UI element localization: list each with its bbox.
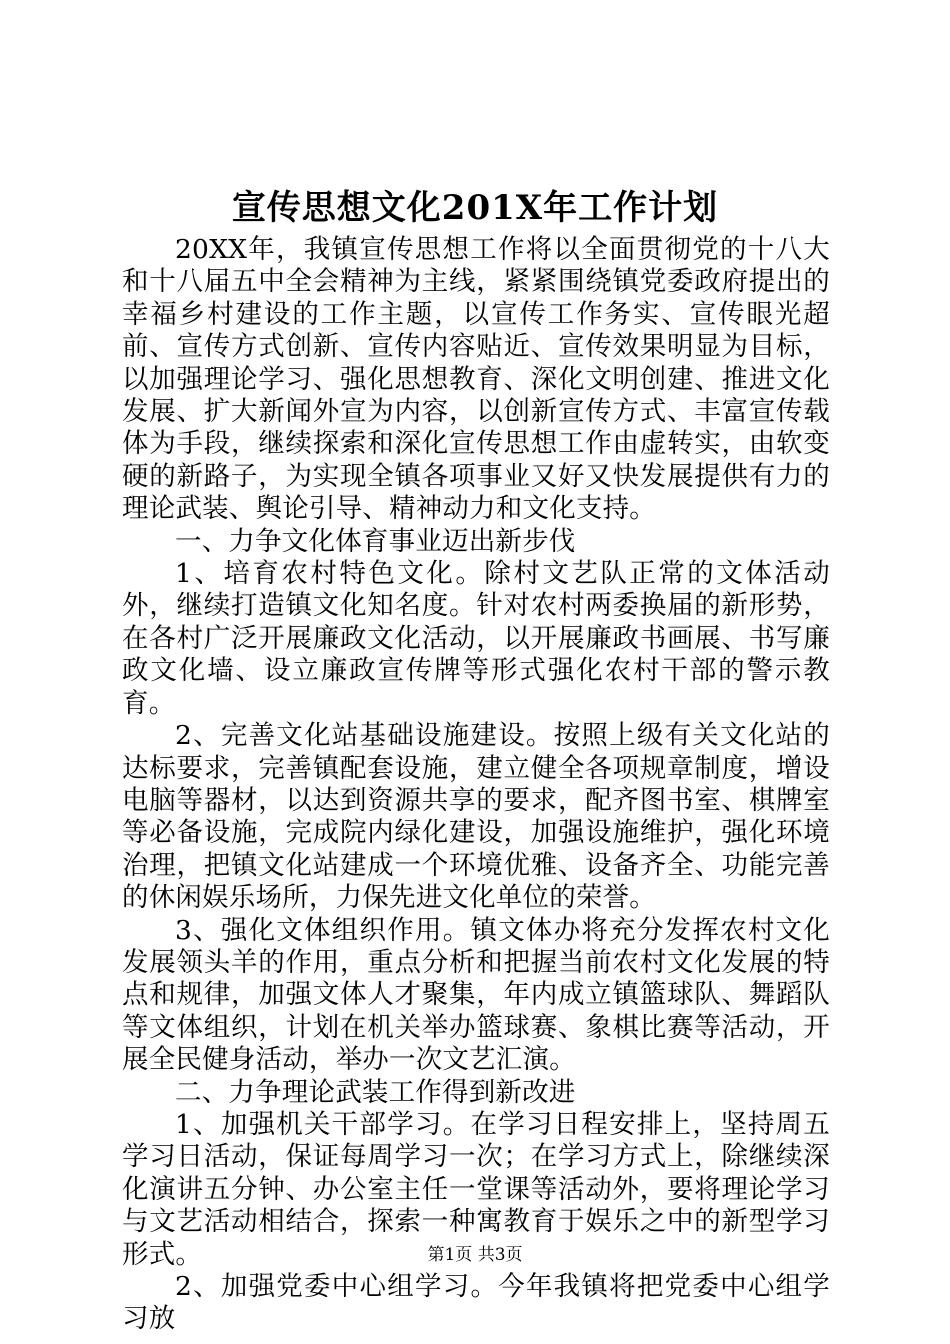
document-title: 宣传思想文化201X年工作计划 (231, 188, 719, 228)
page-number-footer: 第1页 共3页 (427, 1245, 523, 1265)
paragraph-culture-station: 2、完善文化站基础设施建设。按照上级有关文化站的达标要求，完善镇配套设施，建立健全各项规章制度，增设电脑等器材，以达到资源共享的要求，配齐图书室、棋牌室等必备设施，完成院内绿化建设，加强设施维护，强化环境治理，把镇文化站建成一个环境优雅、设备齐全、功能完善的休闲娱乐场所，力保先进文化单位的荣誉。 (122, 720, 830, 914)
section-heading-theory: 二、力争理论武装工作得到新改进 (175, 1076, 576, 1108)
paragraph-cadre-study: 1、加强机关干部学习。在学习日程安排上，坚持周五学习日活动，保证每周学习一次；在学习方式上，除继续深化演讲五分钟、办公室主任一堂课等活动外，要将理论学习与文艺活动相结合，探索一种寓教育于娱乐之中的新型学习形式。 (122, 1108, 830, 1270)
paragraph-party-committee-study: 2、加强党委中心组学习。今年我镇将把党委中心组学习放 (122, 1271, 830, 1335)
section-heading-culture-sports: 一、力争文化体育事业迈出新步伐 (175, 525, 576, 557)
paragraph-intro: 20XX年，我镇宣传思想工作将以全面贯彻党的十八大和十八届五中全会精神为主线，紧紧围绕镇党委政府提出的幸福乡村建设的工作主题，以宣传工作务实、宣传眼光超前、宣传方式创新、宣传内容贴近、宣传效果明显为目标，以加强理论学习、强化思想教育、深化文明创建、推进文化发展、扩大新闻外宣为内容，以创新宣传方式、丰富宣传载体为手段，继续探索和深化宣传思想工作由虚转实，由软变硬的新路子，为实现全镇各项事业又好又快发展提供有力的理论武装、舆论引导、精神动力和文化支持。 (122, 234, 830, 525)
document-body (122, 234, 830, 1336)
paragraph-rural-culture: 1、培育农村特色文化。除村文艺队正常的文体活动外，继续打造镇文化知名度。针对农村两委换届的新形势，在各村广泛开展廉政文化活动，以开展廉政书画展、书写廉政文化墙、设立廉政宣传牌等形式强化农村干部的警示教育。 (122, 558, 830, 719)
paragraph-sports-organization: 3、强化文体组织作用。镇文体办将充分发挥农村文化发展领头羊的作用，重点分析和把握当前农村文化发展的特点和规律，加强文体人才聚集，年内成立镇篮球队、舞蹈队等文体组织，计划在机关举办篮球赛、象棋比赛等活动，开展全民健身活动，举办一次文艺汇演。 (122, 914, 830, 1076)
